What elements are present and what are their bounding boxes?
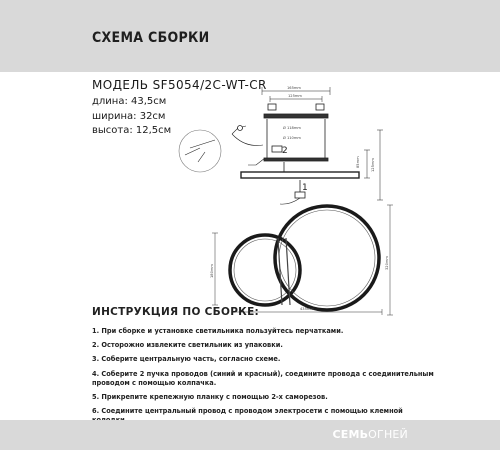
dim-label-dia-small: Ø 110mm <box>283 136 301 140</box>
spec-height: высота: 12,5см <box>92 125 172 136</box>
spec-width: ширина: 32см <box>92 110 166 122</box>
instructions-block <box>92 306 437 430</box>
dim-label-ring-small: 180mm <box>210 264 214 278</box>
brand-name-light: ОГНЕЙ <box>368 428 408 441</box>
large-ring <box>275 206 379 310</box>
brand-logo <box>332 428 408 441</box>
step-6: 6. Соедините центральный провод с проводом электросети с помощью клемной <box>92 406 403 415</box>
instructions-title: ИНСТРУКЦИЯ ПО СБОРКЕ: <box>92 306 260 318</box>
step-2: 2. Осторожно извлеките светильник из упаковки. <box>92 341 283 350</box>
dim-label-ring-large: 320mm <box>385 256 389 270</box>
step-5: 5. Прикрепите крепежную планку с помощью 2-х саморезов. <box>92 392 328 401</box>
dim-label-dia-large: Ø 118mm <box>283 126 301 130</box>
brand-name-bold: СЕМЬ <box>332 428 369 441</box>
detail-magnifier-circle <box>179 130 221 172</box>
callout-1: 1 <box>302 183 308 193</box>
dim-label-width: 165mm <box>287 86 301 90</box>
callout-2: 2 <box>282 146 288 156</box>
ring-plan-drawing <box>212 205 393 315</box>
step-4: 4. Соберите 2 пучка проводов (синий и красный), соедините провода с соединительным проводом с помощью колпачка. <box>92 369 434 387</box>
footer-bar <box>0 420 500 450</box>
spec-length: длина: 43,5см <box>92 96 167 107</box>
step-3: 3. Соберите центральную часть, согласно схеме. <box>92 355 281 364</box>
dim-label-height-total: 125mm <box>371 158 375 172</box>
dim-label-length-total: 435mm <box>300 307 314 311</box>
dim-label-height-short: 85mm <box>356 156 360 168</box>
step-1: 1. При сборке и установке светильника пользуйтесь перчатками. <box>92 327 344 335</box>
page-title: СХЕМА СБОРКИ <box>92 30 210 46</box>
instruction-steps <box>92 327 437 425</box>
callout-labels <box>282 146 308 193</box>
dim-label-inner: 125mm <box>288 94 302 98</box>
spec-model: МОДЕЛЬ SF5054/2C-WT-CR <box>92 78 267 92</box>
